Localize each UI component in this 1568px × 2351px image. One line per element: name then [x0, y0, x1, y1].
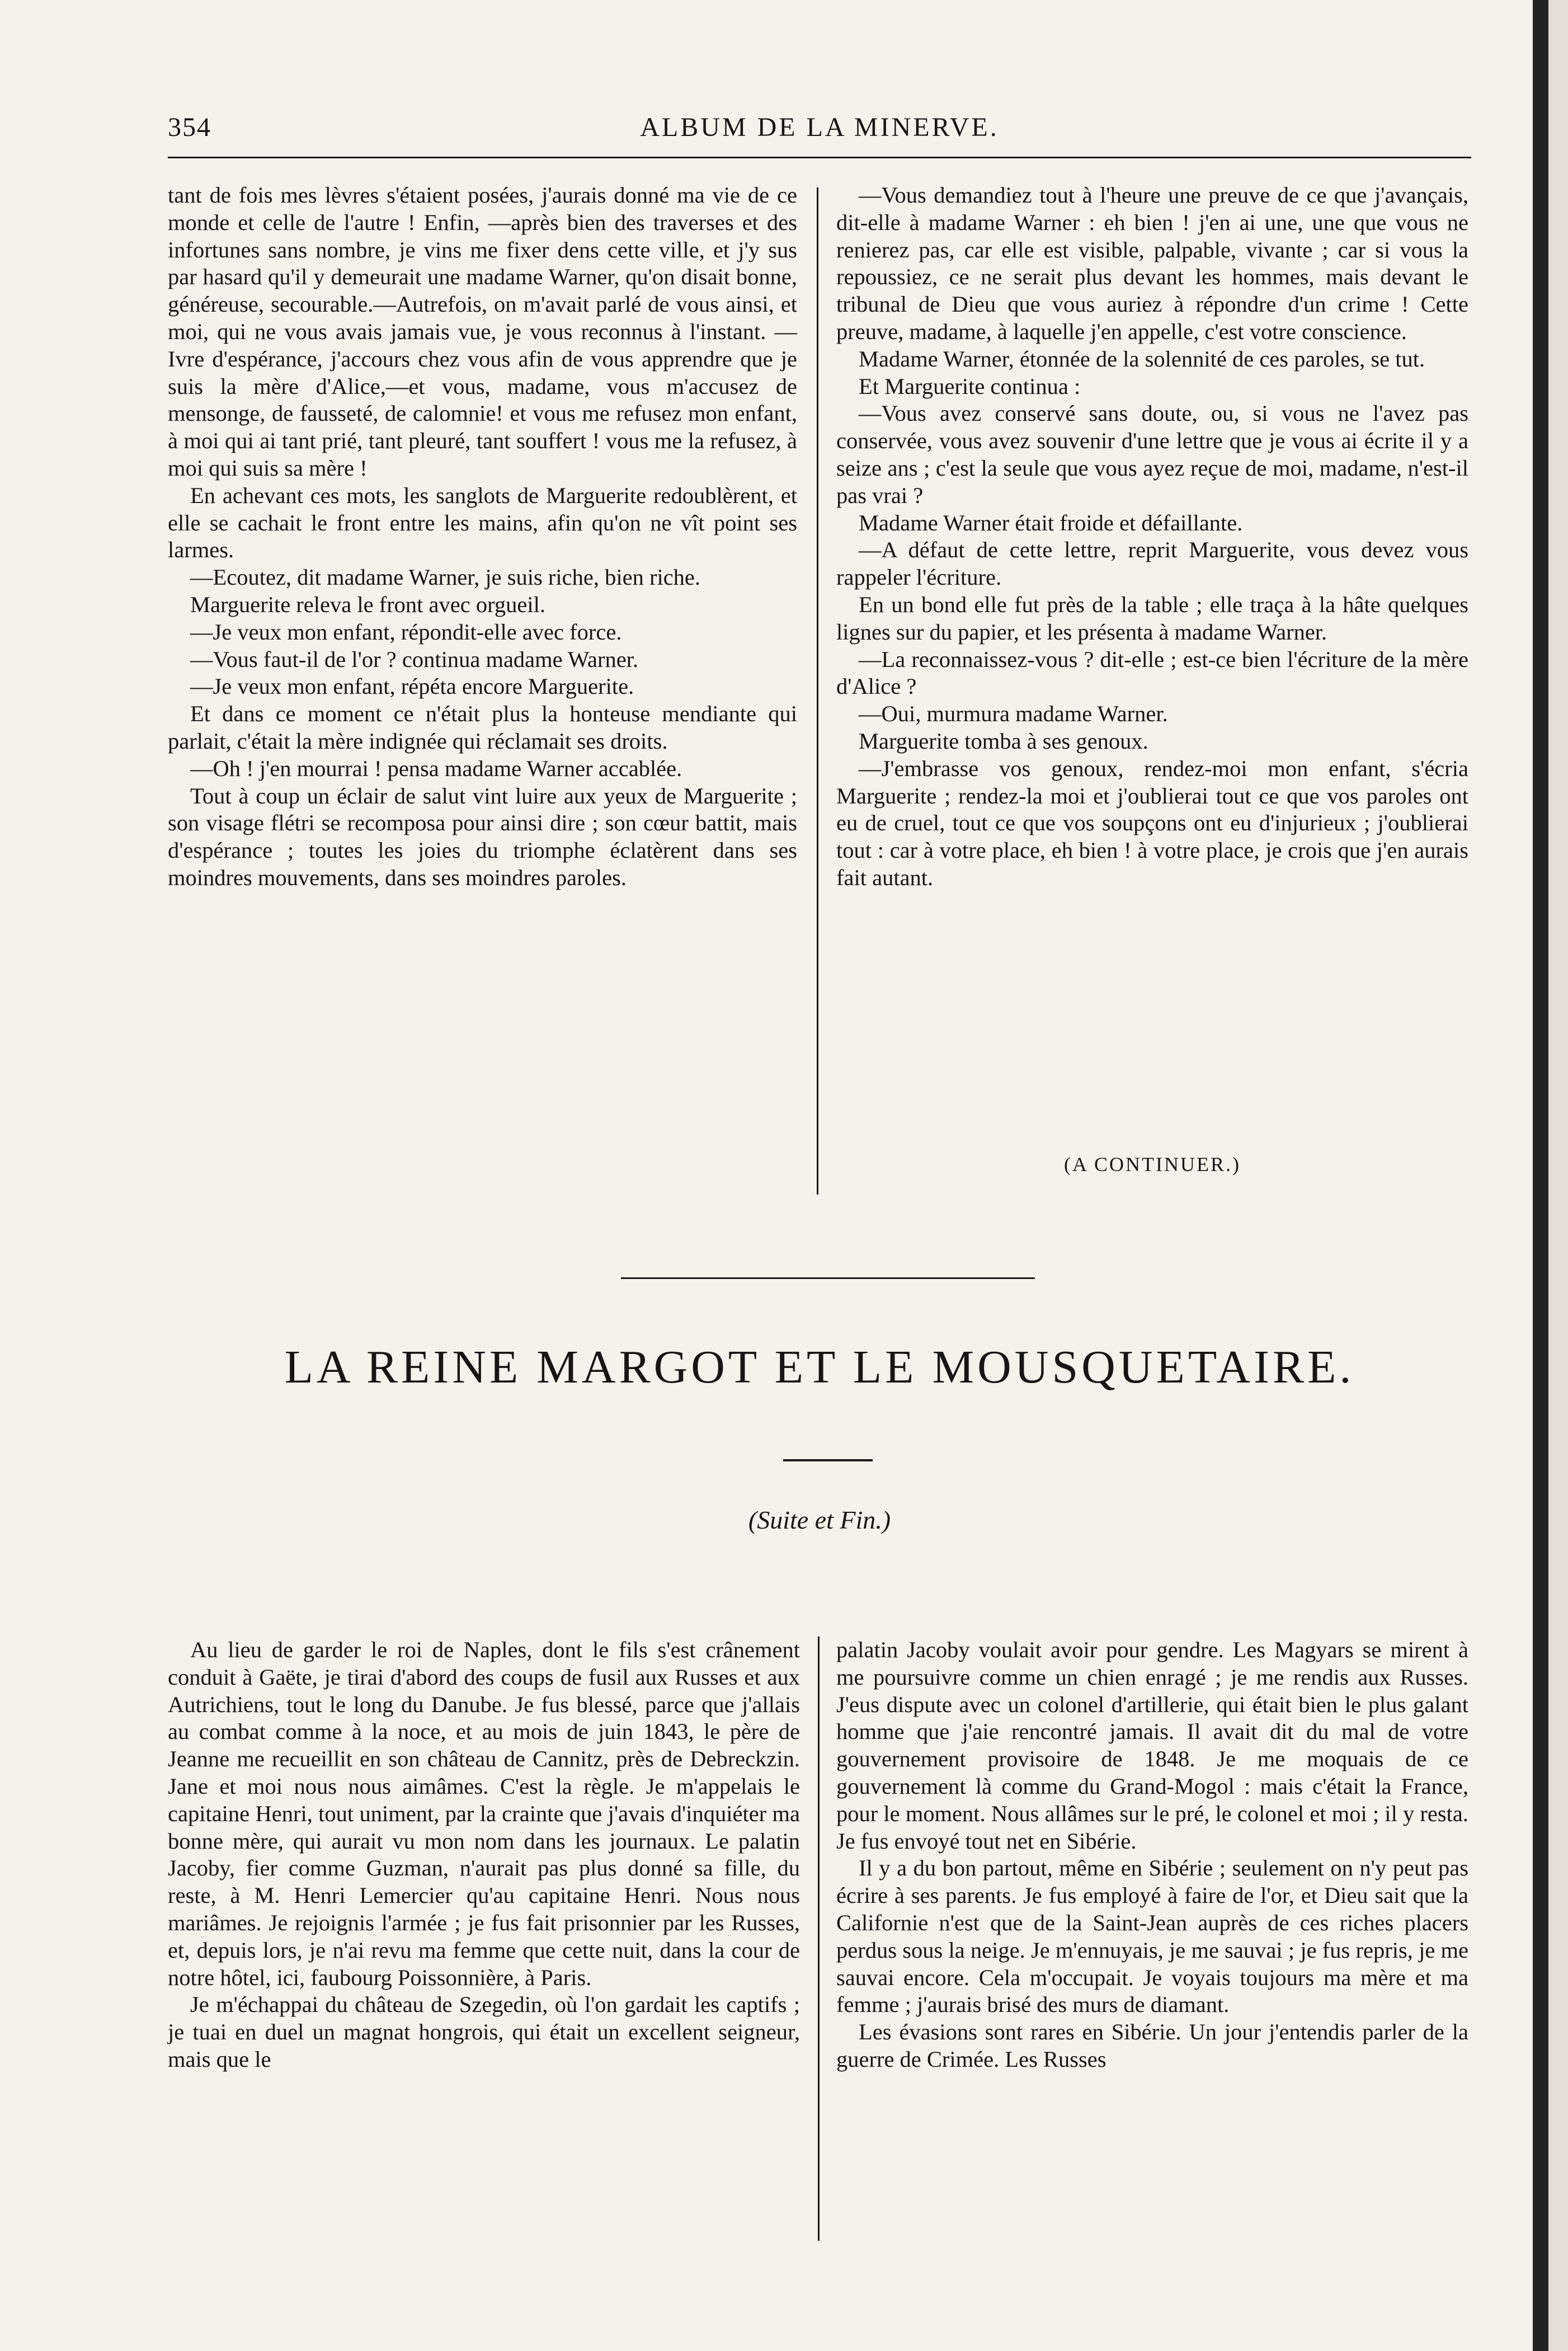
- section-separator-rule: [621, 1277, 1035, 1279]
- text-column-1: [168, 182, 797, 892]
- paragraph: Je m'échappai du château de Szegedin, où l'on gardait les captifs ; je tuai en duel un magnat hongrois, qui était un excellent seigneur, mais que le: [168, 1992, 800, 2072]
- paragraph: —Vous demandiez tout à l'heure une preuve de ce que j'avançais, dit-elle à madame Warner : eh bien ! j'en ai une, une que vous ne renierez pas, car elle est visible, palpable, vivante ; car si vous la repoussiez, ce ne serait plus devant les hommes, mais devant le tribunal de Dieu que vous auriez à répondre d'un crime ! Cette preuve, madame, à laquelle j'en appelle, c'est votre conscience.: [836, 182, 1468, 344]
- paragraph: Madame Warner était froide et défaillante.: [859, 510, 1243, 535]
- paragraph: —J'embrasse vos genoux, rendez-moi mon enfant, s'écria Marguerite ; rendez-la moi et j'oublierai tout ce que vos paroles ont eu de cruel, tout ce que vos soupçons ont eu d'injurieux ; j'oublierai tout : car à votre place, eh bien ! à votre place, je crois que j'en aurais fait autant.: [836, 755, 1468, 890]
- text-column-3: [168, 1637, 800, 2073]
- paragraph: Madame Warner, étonnée de la solennité de ces paroles, se tut.: [859, 346, 1425, 372]
- paragraph: Marguerite tomba à ses genoux.: [859, 728, 1148, 754]
- paragraph: —Vous faut-il de l'or ? continua madame Warner.: [190, 646, 639, 672]
- paragraph: Il y a du bon partout, même en Sibérie ; seulement on n'y peut pas écrire à ses parents. Je fus employé à faire de l'or, et Dieu sait que la Californie n'est que de la Saint-Jean auprès de ces riches placers perdus sous la neige. Je m'ennuyais, je me sauvai ; je fus repris, je me sauvai encore. Cela m'occupait. Je voyais toujours ma mère et ma femme ; j'aurais brisé des murs de diamant.: [836, 1855, 1468, 2018]
- paragraph: —La reconnaissez-vous ? dit-elle ; est-ce bien l'écriture de la mère d'Alice ?: [836, 646, 1468, 699]
- journal-title: ALBUM DE LA MINERVE.: [640, 112, 999, 142]
- paragraph: Et Marguerite continua :: [859, 373, 1081, 399]
- paragraph: —Oui, murmura madame Warner.: [859, 701, 1168, 727]
- paragraph: Au lieu de garder le roi de Naples, dont le fils s'est crânement conduit à Gaëte, je tirai d'abord des coups de fusil aux Russes et aux Autrichiens, tout le long du Danube. Je fus blessé, parce que j'allais au combat comme à la noce, et au mois de juin 1843, le père de Jeanne me recueillit en son château de Cannitz, près de Debreckzin. Jane et moi nous nous aimâmes. C'est la règle. Je m'appelais le capitaine Henri, tout uniment, par la crainte que j'avais d'inquiéter ma bonne mère, qui aurait vu mon nom dans les journaux. Le palatin Jacoby, fier comme Guzman, n'aurait pas plus donné sa fille, du reste, à M. Henri Lemercier qu'au capitaine Henri. Nous nous mariâmes. Je rejoignis l'armée ; je fus fait prisonnier par les Russes, et, depuis lors, je n'ai revu ma femme que cette nuit, dans la cour de notre hôtel, ici, faubourg Poissonnière, à Paris.: [168, 1637, 800, 1990]
- paragraph: —A défaut de cette lettre, reprit Marguerite, vous devez vous rappeler l'écriture.: [836, 537, 1468, 590]
- page-binding-edge: [1533, 0, 1548, 2351]
- title-ornament-rule: [783, 1459, 873, 1461]
- header-rule: [168, 157, 1471, 158]
- paragraph: —Ecoutez, dit madame Warner, je suis riche, bien riche.: [190, 565, 701, 590]
- paragraph: Marguerite releva le front avec orgueil.: [190, 591, 545, 617]
- page-number: 354: [168, 112, 211, 142]
- column-divider-top: [817, 187, 818, 1195]
- paragraph: —Je veux mon enfant, répondit-elle avec force.: [190, 619, 622, 645]
- paragraph: Tout à coup un éclair de salut vint luire aux yeux de Marguerite ; son visage flétri se recomposa pour ainsi dire ; son cœur battit, mais d'espérance ; toutes les joies du triomphe éclatèrent dans ses moindres mouvements, dans ses moindres paroles.: [168, 783, 797, 890]
- paragraph: Et dans ce moment ce n'était plus la honteuse mendiante qui parlait, c'était la mère indignée qui réclamait ses droits.: [168, 701, 797, 754]
- paragraph: tant de fois mes lèvres s'étaient posées, j'aurais donné ma vie de ce monde et celle de l'autre ! Enfin, —après bien des traverses et des infortunes sans nombre, je vins me fixer dens cette ville, et j'y sus par hasard qu'il y demeurait une madame Warner, qu'on disait bonne, généreuse, secourable.—Autrefois, on m'avait parlé de vous ainsi, et moi, qui ne vous avais jamais vue, je vous reconnus à l'instant. —Ivre d'espérance, j'accours chez vous afin de vous apprendre que je suis la mère d'Alice,—et vous, madame, vous m'accusez de mensonge, de fausseté, de calomnie! et vous me refusez mon enfant, à moi qui ai tant prié, tant pleuré, tant souffert ! vous me la refusez, à moi qui suis sa mère !: [168, 182, 797, 481]
- page-margin-edge: [1548, 0, 1568, 2351]
- running-head: [168, 112, 1471, 151]
- to-be-continued-note: (A CONTINUER.): [1064, 1153, 1241, 1176]
- paragraph: En un bond elle fut près de la table ; elle traça à la hâte quelques lignes sur du papier, et les présenta à madame Warner.: [836, 591, 1468, 645]
- paragraph: —Oh ! j'en mourrai ! pensa madame Warner accablée.: [190, 755, 682, 781]
- paragraph: Les évasions sont rares en Sibérie. Un jour j'entendis parler de la guerre de Crimée. Les Russes: [836, 2019, 1468, 2072]
- text-column-4: [836, 1637, 1468, 2073]
- article-subtitle: (Suite et Fin.): [748, 1506, 891, 1534]
- paragraph: —Je veux mon enfant, répéta encore Marguerite.: [190, 674, 634, 699]
- text-column-2: [836, 182, 1468, 892]
- paragraph: En achevant ces mots, les sanglots de Marguerite redoublèrent, et elle se cachait le front entre les mains, afin qu'on ne vît point ses larmes.: [168, 482, 797, 563]
- paragraph: —Vous avez conservé sans doute, ou, si vous ne l'avez pas conservée, vous avez souvenir d'une lettre que je vous ai écrite il y a seize ans ; c'est la seule que vous ayez reçue de moi, madame, n'est-il pas vrai ?: [836, 401, 1468, 508]
- paragraph: palatin Jacoby voulait avoir pour gendre. Les Magyars se mirent à me poursuivre comme un chien enragé ; je me rendis aux Russes. J'eus dispute avec un colonel d'artillerie, qui était bien le plus galant homme que j'aie rencontré jamais. Il avait dit du mal de votre gouvernement provisoire de 1848. Je me moquais de ce gouvernement là comme du Grand-Mogol : mais c'était la France, pour le moment. Nous allâmes sur le pré, le colonel et moi ; il y resta. Je fus envoyé tout net en Sibérie.: [836, 1637, 1468, 1854]
- article-title: LA REINE MARGOT ET LE MOUSQUETAIRE.: [284, 1341, 1355, 1393]
- column-divider-bottom: [818, 1637, 820, 2241]
